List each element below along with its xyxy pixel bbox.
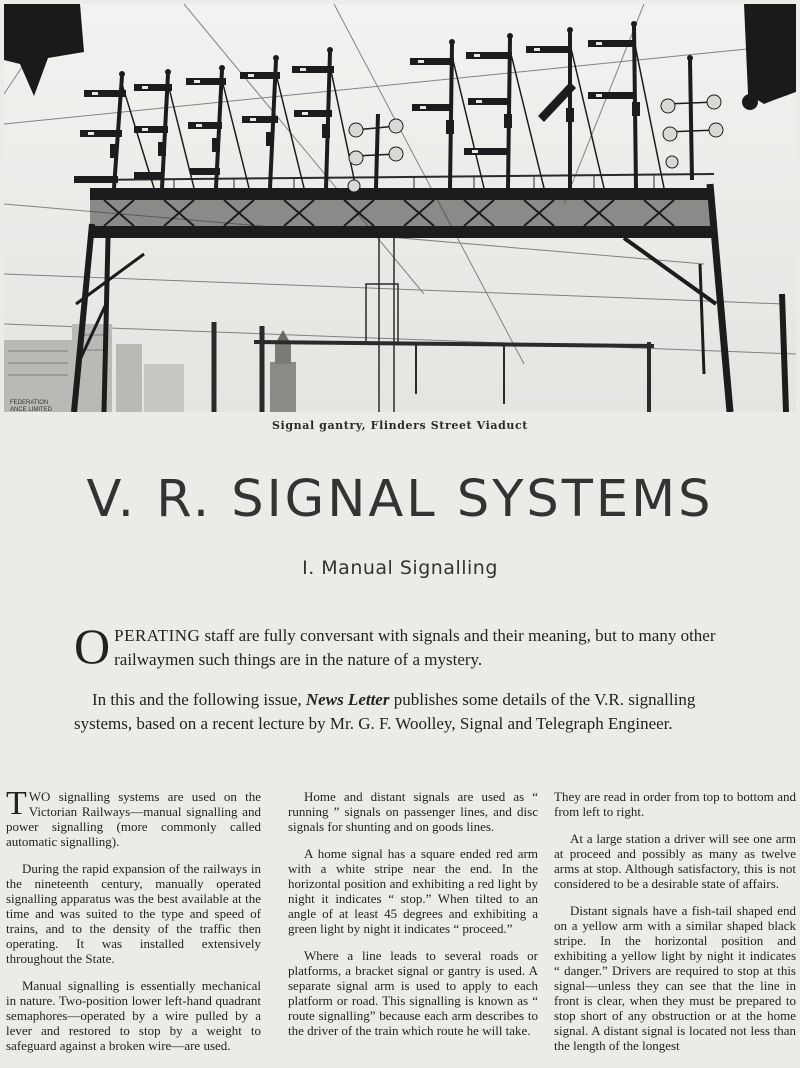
- body-paragraph-text: WO signalling systems are used on the Victorian Railways—manual signalling and power signalling (more commonly called automatic signalling).: [6, 789, 261, 849]
- intro-paragraph-2-end: publishes some details of the V.R. signalling systems, based on a recent lecture by Mr. G. F. Woolley, Signal and Telegraph Engineer.: [74, 690, 696, 733]
- body-drop-cap: T: [6, 789, 27, 822]
- body-column-1: [6, 789, 261, 1064]
- body-paragraph: Home and distant signals are used as “ running ” signals on passenger lines, and disc signals for shunting and on goods lines.: [288, 789, 538, 834]
- article-body: [6, 789, 796, 1064]
- body-paragraph: A home signal has a square ended red arm with a white stripe near the end. In the horizontal position and exhibiting a red light by night it indicates “ stop.” When tilted to an angle of at least 45 degrees and exhibiting a green light by night it indicates “ proceed.”: [288, 846, 538, 936]
- body-paragraph: During the rapid expansion of the railways in the nineteenth century, manually operated signalling apparatus was the best available at the time and was suited to the type and speed of trains, and to the density of the traffic then operating. It was installed extensively throughout the State.: [6, 861, 261, 966]
- body-column-3: [554, 789, 796, 1064]
- intro-paragraph-1: [74, 618, 754, 674]
- body-paragraph: Distant signals have a fish-tail shaped end on a yellow arm with a similar shaped black stripe. In the horizontal position and exhibiting a yellow light by night it indicates “ danger.” Drivers are required to stop at this signal—unless they can see that the line in front is clear, when they must be prepared to stop short of any obstruction or at the home signal. A distant signal is located not less than the length of the longest: [554, 903, 796, 1053]
- intro-drop-cap: O: [74, 618, 111, 674]
- intro-paragraph-2: [74, 688, 754, 736]
- body-paragraph: At a large station a driver will see one arm at proceed and possibly as many as twelve arms at stop. Although satisfactory, this is not considered to be a desirable state of affairs.: [554, 831, 796, 891]
- body-paragraph: [6, 789, 261, 849]
- building-sign-line-2: ANCE LIMITED: [10, 407, 53, 412]
- body-column-2: [288, 789, 538, 1050]
- publication-name: News Letter: [305, 690, 390, 709]
- article-subtitle: I. Manual Signalling: [302, 557, 498, 579]
- photo-caption: Signal gantry, Flinders Street Viaduct: [272, 419, 528, 432]
- building-sign-line-1: FEDERATION: [10, 400, 49, 406]
- intro-lead-word: PERATING: [114, 626, 201, 645]
- body-paragraph: Manual signalling is essentially mechanical in nature. Two-position lower left-hand quadrant semaphores—operated by a wire pulled by a lever and restored to stop by a weight to safeguard against a broken wire—are used.: [6, 978, 261, 1053]
- body-paragraph: Where a line leads to several roads or platforms, a bracket signal or gantry is used. A separate signal arm is used to apply to each platform or road. This signalling is known as “ route signalling” because each arm describes to the driver of the train which route he will take.: [288, 948, 538, 1038]
- signal-gantry-photo: [4, 4, 796, 412]
- intro-paragraph-1-text: staff are fully conversant with signals and their meaning, but to many other railwaymen such things are in the nature of a mystery.: [114, 626, 716, 669]
- article-intro: [74, 618, 754, 736]
- article-title: V. R. SIGNAL SYSTEMS: [86, 470, 714, 529]
- intro-paragraph-2-start: In this and the following issue,: [92, 690, 306, 709]
- body-paragraph: They are read in order from top to bottom and from left to right.: [554, 789, 796, 819]
